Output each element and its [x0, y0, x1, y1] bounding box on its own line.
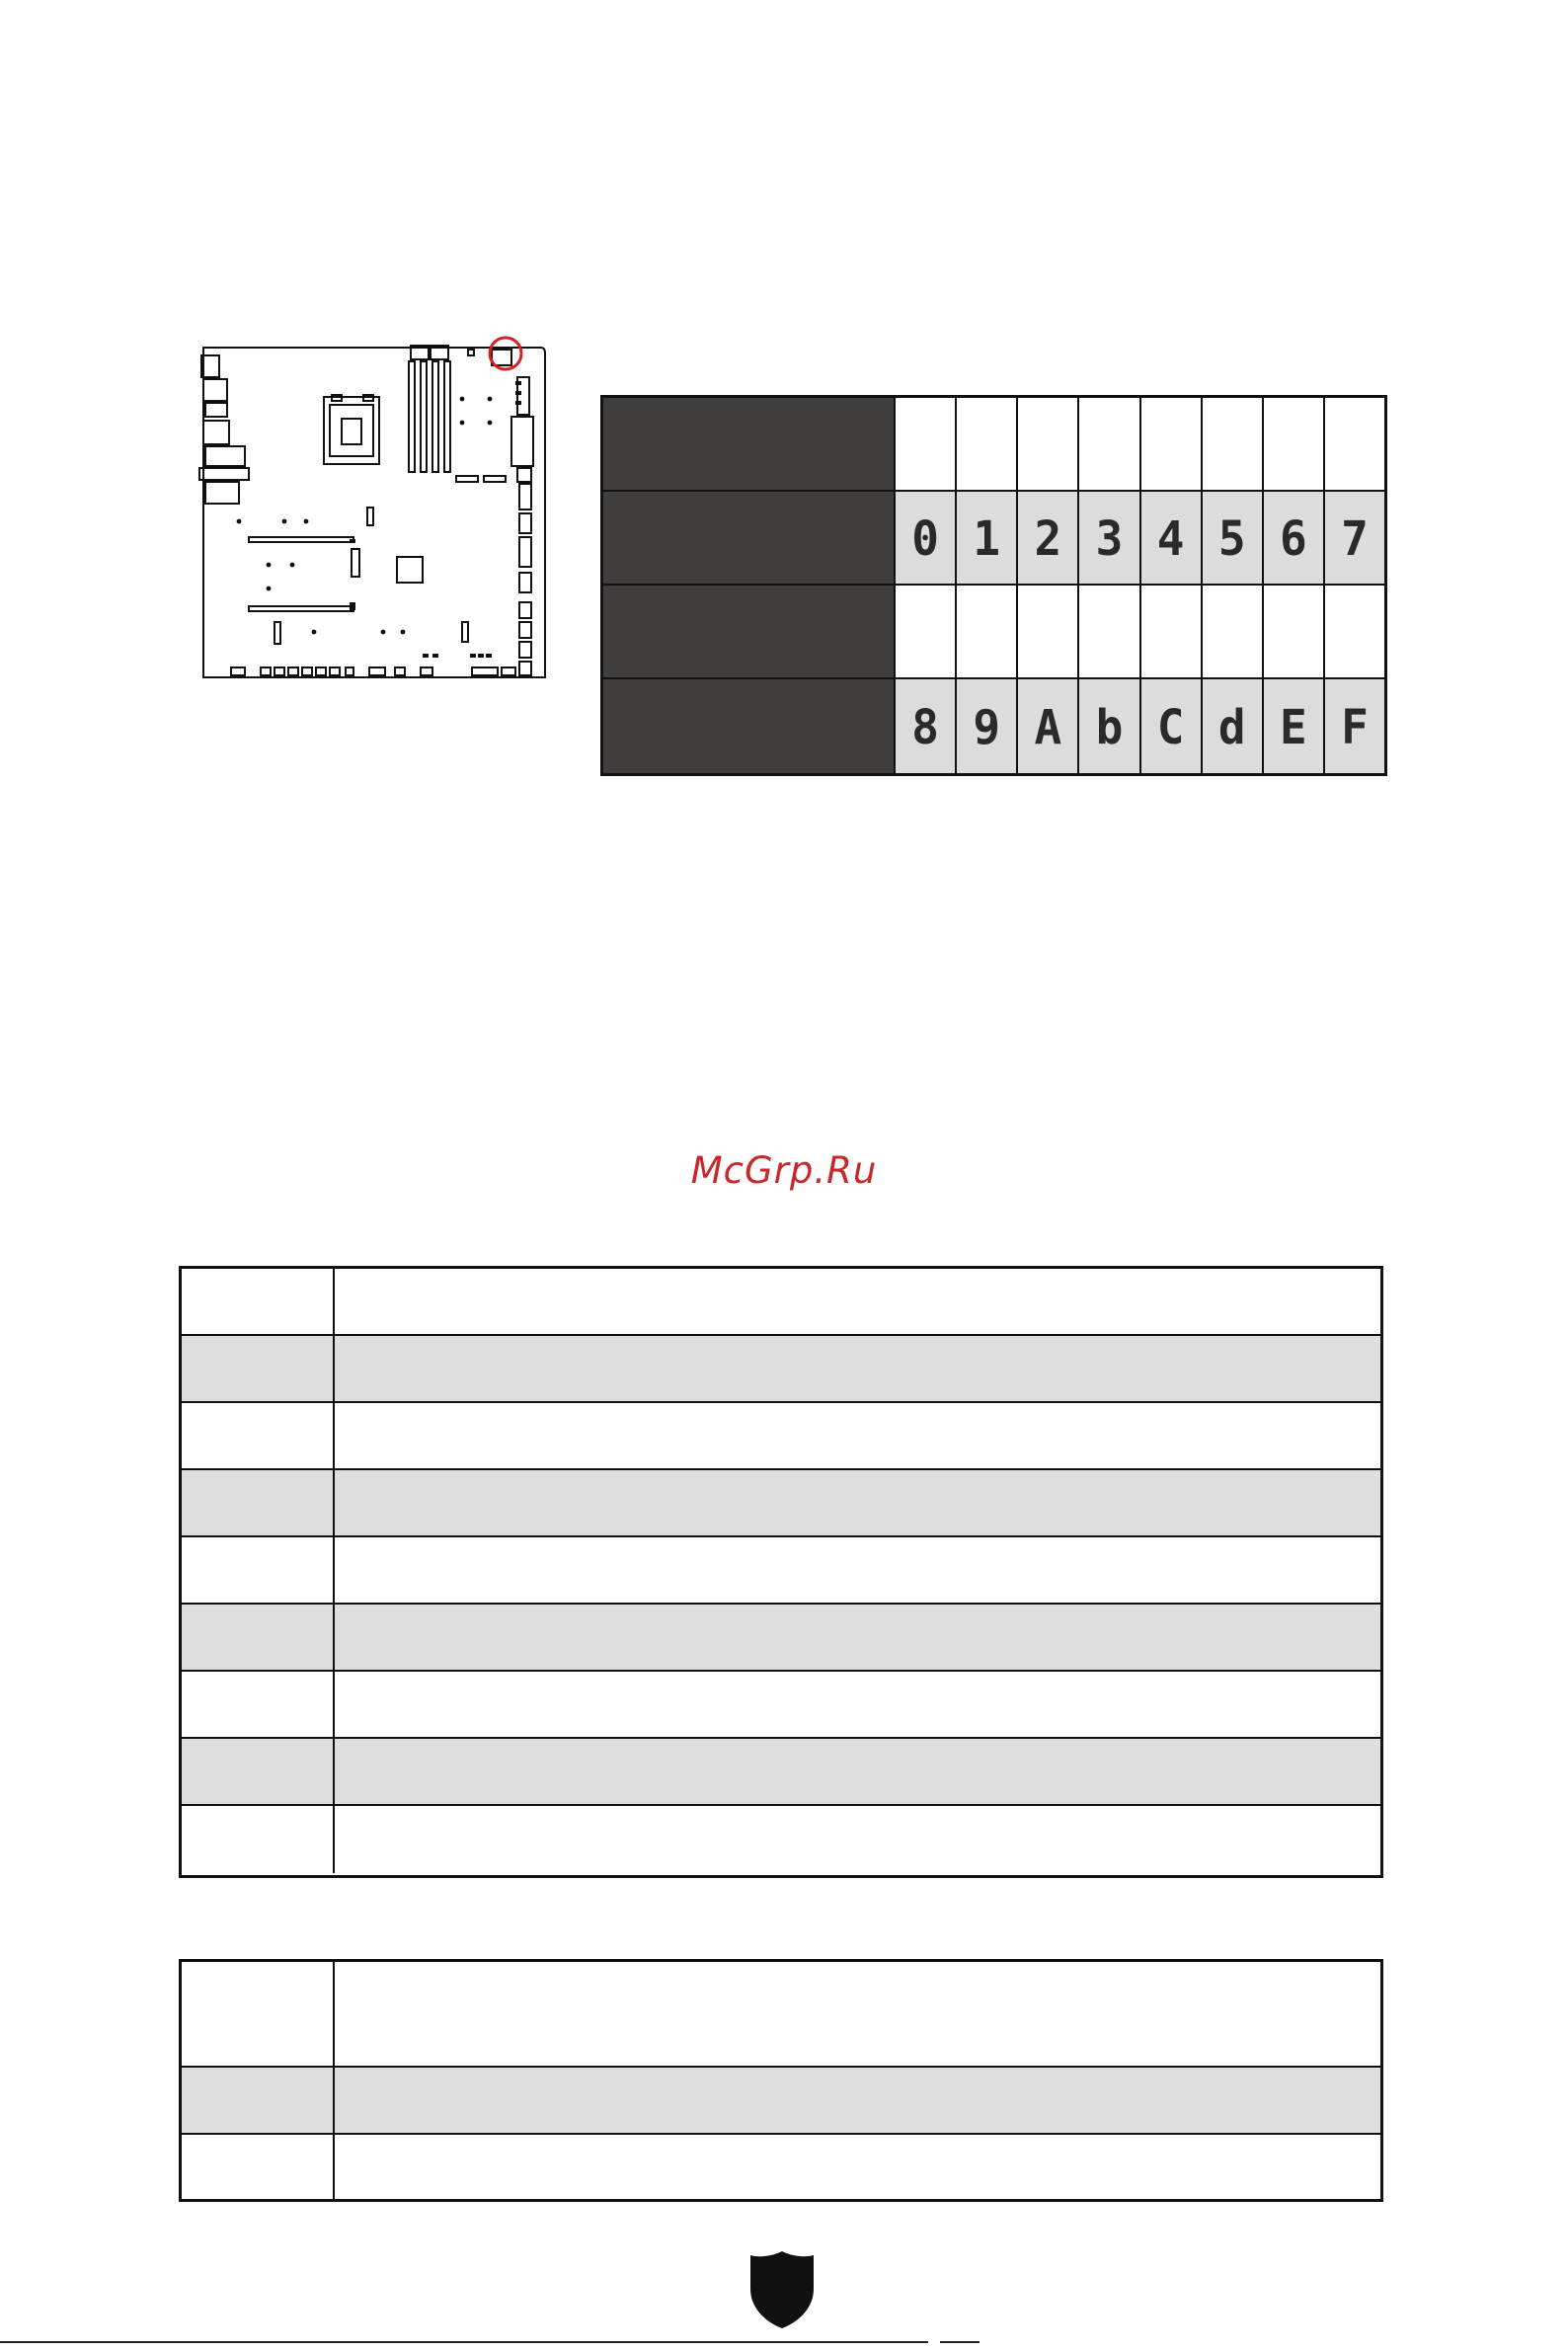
- row-header: [603, 492, 894, 586]
- table-row: [182, 1336, 1380, 1403]
- table-row: [182, 1403, 1380, 1470]
- code-description-table-2: [179, 1959, 1383, 2202]
- blank-cell: [1016, 398, 1077, 492]
- blank-cell: [894, 586, 955, 679]
- hex-code-cell: [1139, 679, 1201, 773]
- hex-digit: E: [1279, 698, 1307, 754]
- row-header: [603, 679, 894, 773]
- blank-cell: [1139, 398, 1201, 492]
- hex-code-cell: [894, 679, 955, 773]
- hex-code-cell: [1139, 492, 1201, 586]
- hex-code-cell: [1201, 679, 1262, 773]
- msi-shield-icon: [748, 2249, 816, 2330]
- table-row: [182, 1470, 1380, 1537]
- hex-digit: F: [1341, 698, 1369, 754]
- blank-cell: [1262, 586, 1323, 679]
- blank-cell: [955, 398, 1016, 492]
- hex-digit: 6: [1279, 510, 1307, 566]
- blank-cell: [1201, 398, 1262, 492]
- code-description-table: [179, 1266, 1383, 1878]
- hex-digit: 1: [973, 510, 1001, 566]
- hex-code-cell: [1077, 679, 1138, 773]
- hex-code-cell: [1262, 492, 1323, 586]
- blank-cell: [1323, 398, 1384, 492]
- debug-code-table: [600, 395, 1387, 776]
- motherboard-diagram: [194, 336, 553, 687]
- hex-code-cell: [894, 492, 955, 586]
- blank-cell: [1016, 586, 1077, 679]
- hex-digit: C: [1156, 698, 1185, 754]
- hex-code-cell: [955, 679, 1016, 773]
- blank-cell: [1323, 586, 1384, 679]
- hex-digit: 5: [1217, 510, 1246, 566]
- footer-rule-right: [940, 2341, 980, 2343]
- hex-code-cell: [1016, 492, 1077, 586]
- footer-rule: [0, 2341, 928, 2343]
- row-header: [603, 398, 894, 492]
- hex-digit: 0: [911, 510, 939, 566]
- hex-digit: 7: [1341, 510, 1369, 566]
- hex-digit: 2: [1034, 510, 1062, 566]
- hex-code-cell: [1201, 492, 1262, 586]
- hex-code-cell: [1262, 679, 1323, 773]
- table-row: [182, 1537, 1380, 1605]
- table-row: [182, 1739, 1380, 1806]
- hex-code-cell: [1323, 679, 1384, 773]
- blank-cell: [955, 586, 1016, 679]
- blank-cell: [1077, 398, 1138, 492]
- watermark: McGrp.Ru: [690, 1149, 878, 1192]
- hex-digit: b: [1095, 698, 1124, 754]
- table-row: [182, 1806, 1380, 1873]
- hex-digit: 9: [973, 698, 1001, 754]
- hex-digit: 3: [1095, 510, 1124, 566]
- hex-code-cell: [955, 492, 1016, 586]
- blank-cell: [1139, 586, 1201, 679]
- blank-cell: [894, 398, 955, 492]
- hex-digit: 4: [1156, 510, 1185, 566]
- table-row: [182, 1605, 1380, 1672]
- hex-code-cell: [1323, 492, 1384, 586]
- table-row: [182, 1672, 1380, 1739]
- blank-cell: [1201, 586, 1262, 679]
- hex-digit: d: [1217, 698, 1246, 754]
- blank-cell: [1077, 586, 1138, 679]
- row-header: [603, 586, 894, 679]
- blank-cell: [1262, 398, 1323, 492]
- hex-digit: 8: [911, 698, 939, 754]
- hex-code-cell: [1077, 492, 1138, 586]
- table-row: [182, 2135, 1380, 2199]
- table-row: [182, 1962, 1380, 2068]
- table-row: [182, 2068, 1380, 2135]
- hex-code-cell: [1016, 679, 1077, 773]
- table-row: [182, 1269, 1380, 1336]
- hex-digit: A: [1034, 698, 1062, 754]
